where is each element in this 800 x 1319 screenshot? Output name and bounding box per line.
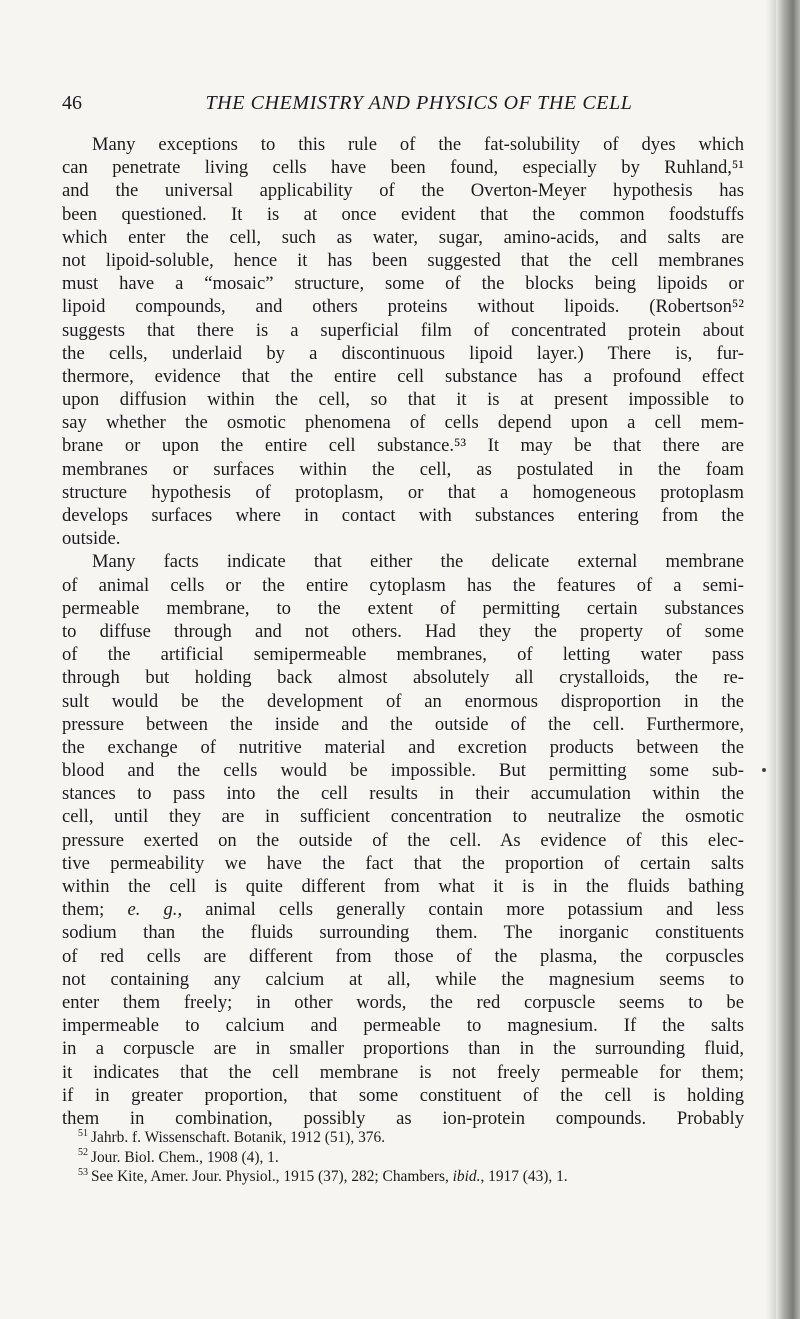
text-line: permeable membrane, to the extent of permitting certain substances <box>62 597 744 619</box>
text-line: Many exceptions to this rule of the fat-solubility of dyes which <box>92 134 744 155</box>
text-line: if in greater proportion, that some constituent of the cell is holding <box>62 1084 744 1106</box>
text-line: tive permeability we have the fact that the proportion of certain salts <box>62 852 744 874</box>
text-line: within the cell is quite different from what it is in the fluids bathing <box>62 876 744 897</box>
text-line: of the artificial semipermeable membranes, of letting water pass <box>62 644 744 666</box>
text-line: can penetrate living cells have been found, especially by Ruhland,⁵¹ <box>62 157 744 179</box>
text-line: not containing any calcium at all, while the magnesium seems to <box>62 968 744 990</box>
text-line: pressure exerted on the outside of the cell. As evidence of this elec- <box>62 829 744 851</box>
body-text <box>62 133 744 1130</box>
text-line: which enter the cell, such as water, sugar, amino-acids, and salts are <box>62 226 744 248</box>
text-line: not lipoid-soluble, hence it has been suggested that the cell membranes <box>62 249 744 271</box>
footnote <box>62 1167 762 1187</box>
footnote-text: Jahrb. f. Wissenschaft. Botanik, 1912 (51), 376. <box>91 1129 386 1146</box>
text-line: must have a “mosaic” structure, some of the blocks being lipoids or <box>62 273 744 295</box>
running-title: THE CHEMISTRY AND PHYSICS OF THE CELL <box>205 92 633 114</box>
text-line: to diffuse through and not others. Had they the property of some <box>62 620 744 642</box>
text-line: cell, until they are in sufficient concentration to neutralize the osmotic <box>62 806 744 828</box>
text-line: suggests that there is a superficial film of concentrated protein about <box>62 319 744 341</box>
footnote-number: 53 <box>78 1166 88 1178</box>
speck-mark <box>762 768 766 772</box>
text-line: stances to pass into the cell results in their accumulation within the <box>62 783 744 805</box>
page-edge <box>776 0 800 1319</box>
text-line: Many facts indicate that either the delicate external membrane <box>92 551 744 573</box>
text-line: sult would be the development of an enormous disproportion in the <box>62 690 744 712</box>
text-line: the exchange of nutritive material and excretion products between the <box>62 736 744 758</box>
text-line: structure hypothesis of protoplasm, or that a homogeneous protoplasm <box>62 481 744 503</box>
footnote-text: Jour. Biol. Chem., 1908 (4), 1. <box>91 1148 279 1166</box>
text-line: been questioned. It is at once evident that the common foodstuffs <box>62 203 744 225</box>
footnote-number: 52 <box>78 1147 88 1159</box>
page-edge-shadow <box>766 0 776 1319</box>
text-line: blood and the cells would be impossible. But permitting some sub- <box>62 760 744 782</box>
text-line: sodium than the fluids surrounding them. The inorganic constituents <box>62 922 744 944</box>
text-line: of red cells are different from those of the plasma, the corpuscles <box>62 945 744 967</box>
text-line: them; e. g., animal cells generally contain more potassium and less <box>62 899 744 921</box>
footnote <box>62 1128 762 1148</box>
text-line: enter them freely; in other words, the red corpuscle seems to be <box>62 991 744 1013</box>
text-line: brane or upon the entire cell substance.⁵³ It may be that there are <box>62 435 744 457</box>
text-line: lipoid compounds, and others proteins without lipoids. (Robertson⁵² <box>62 296 744 318</box>
text-line: the cells, underlaid by a discontinuous lipoid layer.) There is, fur- <box>62 342 744 364</box>
footnote-text: See Kite, Amer. Jour. Physiol., 1915 (37), 282; Chambers, ibid., 1917 (43), 1. <box>91 1168 568 1185</box>
text-line: of animal cells or the entire cytoplasm has the features of a semi- <box>62 574 744 596</box>
text-line: thermore, evidence that the entire cell substance has a profound effect <box>62 365 744 387</box>
footnotes <box>62 1128 762 1187</box>
text-line: it indicates that the cell membrane is not freely permeable for them; <box>62 1061 744 1083</box>
text-line: develops surfaces where in contact with substances entering from the <box>62 505 744 526</box>
text-line: outside. <box>62 528 121 550</box>
text-line: through but holding back almost absolutely all crystalloids, the re- <box>62 667 744 689</box>
text-line: impermeable to calcium and permeable to magnesium. If the salts <box>62 1015 744 1037</box>
text-line: membranes or surfaces within the cell, as postulated in the foam <box>62 458 744 480</box>
text-line: say whether the osmotic phenomena of cells depend upon a cell mem- <box>62 412 744 434</box>
text-line: them in combination, possibly as ion-protein compounds. Probably <box>62 1107 744 1129</box>
page-number: 46 <box>62 92 82 114</box>
text-line: and the universal applicability of the Overton-Meyer hypothesis has <box>62 180 744 202</box>
text-line: pressure between the inside and the outside of the cell. Furthermore, <box>62 713 744 735</box>
footnote-number: 51 <box>78 1127 88 1139</box>
text-line: in a corpuscle are in smaller proportions than in the surrounding fluid, <box>62 1038 744 1060</box>
footnote <box>62 1148 762 1168</box>
text-line: upon diffusion within the cell, so that it is at present impossible to <box>62 389 744 411</box>
page-header <box>62 92 742 116</box>
